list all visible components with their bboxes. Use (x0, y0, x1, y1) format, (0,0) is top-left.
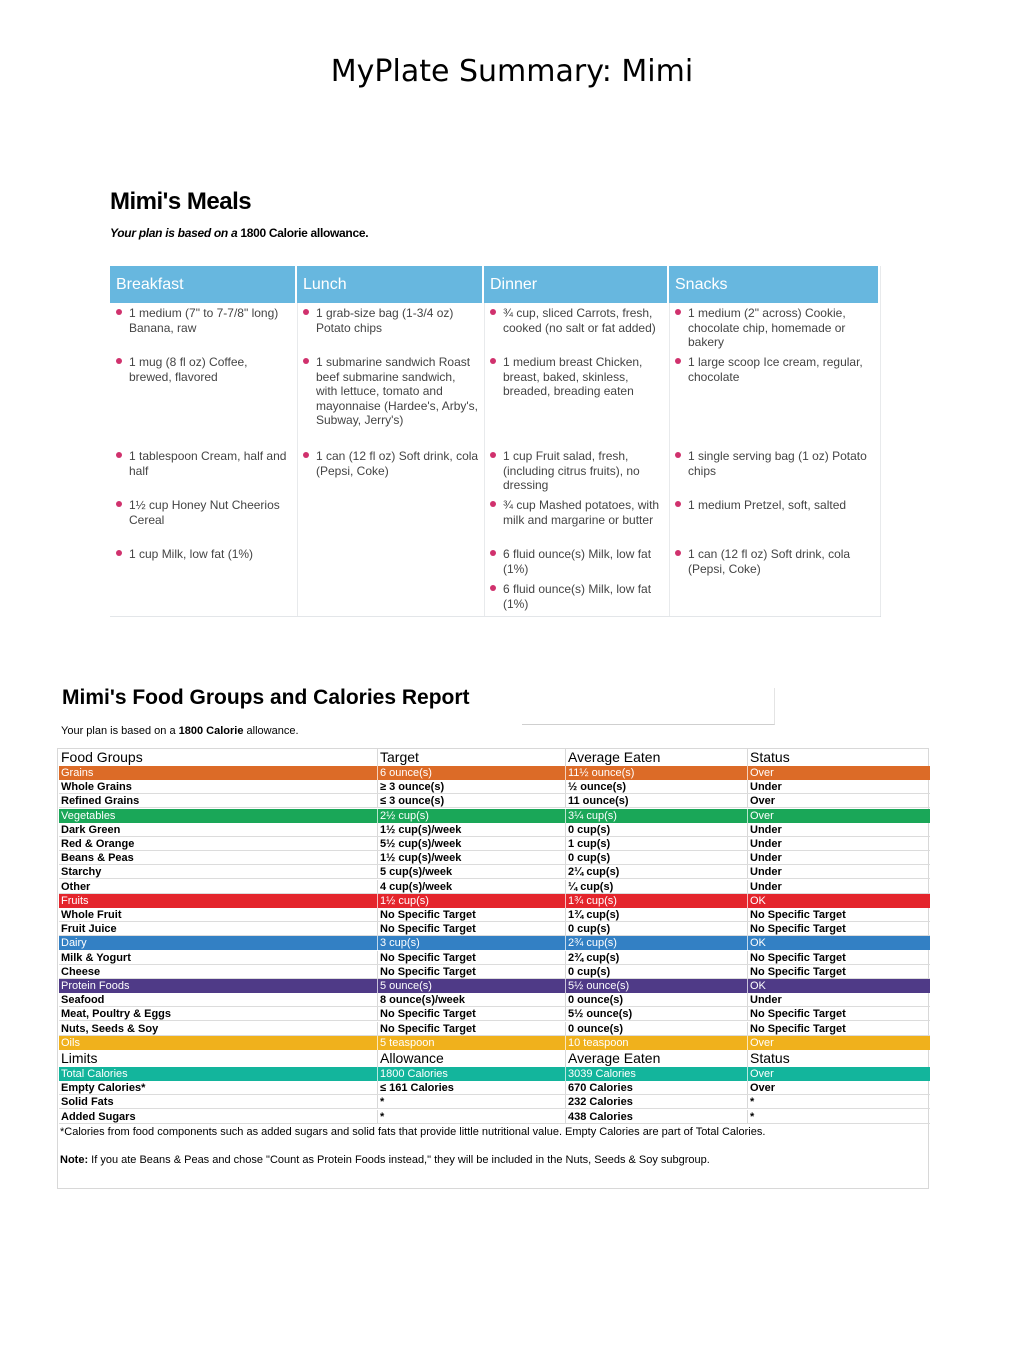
subgroup-row-cell: Whole Fruit (61, 909, 122, 921)
bullet-icon (490, 550, 496, 556)
limit-row-cell: Empty Calories* (61, 1082, 146, 1095)
subgroup-row (59, 951, 930, 965)
note-text: If you ate Beans & Peas and chose "Count as Protein Foods instead," they will be included in the Nuts, Seeds & Soy subgroup. (88, 1154, 710, 1166)
subgroup-row-cell: No Specific Target (377, 1022, 565, 1035)
meal-column-header: Breakfast (110, 266, 297, 303)
subgroup-row-cell: Cheese (61, 965, 101, 978)
meals-subtitle (110, 226, 368, 240)
subgroup-row-cell: 1 cup(s) (565, 837, 747, 850)
subgroup-row (59, 1022, 930, 1036)
limit-row-cell: * (377, 1095, 565, 1108)
limit-row-cell: * (747, 1095, 930, 1108)
subgroup-row-cell: Under (747, 837, 930, 850)
total-calories-row-cell: Over (747, 1067, 930, 1081)
meal-item-text: 1 mug (8 fl oz) Coffee, brewed, flavored (129, 355, 248, 384)
report-subtitle-suffix: allowance. (243, 725, 299, 737)
meal-item (669, 547, 880, 576)
subgroup-row-cell: 5½ ounce(s) (565, 1007, 747, 1020)
subgroup-row-cell: 4 cup(s)/week (377, 880, 565, 893)
meal-item-text: 1 medium (7" to 7-7/8" long) Banana, raw (129, 306, 279, 335)
subgroup-row-cell: 0 cup(s) (565, 823, 747, 836)
page-title: MyPlate Summary: Mimi (330, 54, 694, 89)
meal-item (110, 449, 297, 478)
food-group-row (59, 979, 930, 993)
food-group-row-cell: OK (747, 936, 930, 950)
subgroup-row-cell: 0 ounce(s) (565, 1022, 747, 1035)
report-title-box (522, 688, 775, 725)
bullet-icon (490, 585, 496, 591)
food-group-row (59, 766, 930, 780)
limit-row-cell: 670 Calories (565, 1081, 747, 1094)
meal-item (110, 547, 297, 562)
subgroup-row-cell: Dark Green (61, 823, 121, 836)
report-header-row (59, 749, 930, 766)
bullet-icon (303, 309, 309, 315)
meal-item-text: 1½ cup Honey Nut Cheerios Cereal (129, 498, 280, 527)
subgroup-row-cell: 5½ cup(s)/week (377, 837, 565, 850)
report-header-row-cell: Target (377, 749, 565, 766)
meals-subtitle-calories: 1800 Calorie (240, 226, 308, 240)
subgroup-row-cell: Nuts, Seeds & Soy (61, 1022, 159, 1035)
subgroup-row (59, 837, 930, 851)
subgroup-row-cell: No Specific Target (747, 1007, 930, 1020)
subgroup-row-cell: 5 cup(s)/week (377, 865, 565, 878)
meal-item (110, 498, 297, 527)
subgroup-row-cell: Under (747, 865, 930, 878)
food-group-row-cell: 2¾ cup(s) (565, 936, 747, 950)
subgroup-row-cell: 0 cup(s) (565, 922, 747, 935)
subgroup-row-cell: Red & Orange (61, 838, 135, 850)
subgroup-row (59, 922, 930, 936)
limit-row-cell: Solid Fats (61, 1096, 114, 1109)
subgroup-row-cell: No Specific Target (377, 1007, 565, 1020)
subgroup-row (59, 794, 930, 808)
meal-item (484, 582, 669, 611)
limit-row-cell: Added Sugars (61, 1110, 136, 1123)
total-calories-row-cell: Total Calories (61, 1068, 128, 1080)
report-header-row-cell: Food Groups (61, 749, 143, 765)
food-group-row-cell: 5 teaspoon (377, 1036, 565, 1050)
subgroup-row-cell: No Specific Target (747, 922, 930, 935)
total-calories-row-cell: 1800 Calories (377, 1067, 565, 1081)
subgroup-row-cell: No Specific Target (377, 908, 565, 921)
food-group-row-cell: OK (747, 979, 930, 993)
bullet-icon (116, 501, 122, 507)
meals-title: Mimi's Meals (110, 188, 252, 215)
meal-item-text: 6 fluid ounce(s) Milk, low fat (1%) (503, 582, 652, 611)
subgroup-row-cell: ≥ 3 ounce(s) (377, 780, 565, 793)
bullet-icon (116, 550, 122, 556)
limit-row-cell: * (377, 1110, 565, 1123)
meal-item (297, 449, 484, 478)
bullet-icon (675, 501, 681, 507)
subgroup-row-cell: Meat, Poultry & Eggs (61, 1008, 172, 1021)
bullet-icon (490, 309, 496, 315)
subgroup-row (59, 965, 930, 979)
food-group-row-cell: 5½ ounce(s) (565, 979, 747, 993)
food-group-row-cell: 5 ounce(s) (377, 979, 565, 993)
food-group-row-cell: Protein Foods (61, 980, 130, 992)
meal-item (484, 449, 669, 493)
subgroup-row-cell: No Specific Target (377, 951, 565, 964)
food-group-row-cell: 3¼ cup(s) (565, 809, 747, 823)
food-group-row-cell: Over (747, 1036, 930, 1050)
meal-item-text: 1 cup Milk, low fat (1%) (129, 547, 254, 561)
meal-item-text: 1 large scoop Ice cream, regular, chocolate (688, 355, 863, 384)
meal-item (110, 306, 297, 335)
bullet-icon (490, 358, 496, 364)
subgroup-row-cell: 1½ cup(s)/week (377, 851, 565, 864)
meal-item-text: 1 can (12 fl oz) Soft drink, cola (Pepsi, Coke) (688, 547, 851, 576)
subgroup-row (59, 880, 930, 894)
food-groups-report-table (57, 748, 929, 1189)
subgroup-row-cell: Under (747, 851, 930, 864)
limits-header-row-cell: Allowance (377, 1050, 565, 1067)
subgroup-row-cell: 1¾ cup(s) (565, 908, 747, 921)
meal-item-text: 1 submarine sandwich Roast beef submarine sandwich, with lettuce, tomato and mayonnaise (Hardee's, Arby's, Subway, Jerry's) (316, 355, 478, 428)
meal-column-dinner (484, 266, 670, 616)
subgroup-row-cell: No Specific Target (377, 922, 565, 935)
subgroup-row-cell: 2¼ cup(s) (565, 865, 747, 878)
subgroup-row-cell: ≤ 3 ounce(s) (377, 794, 565, 807)
meal-item-text: 1 cup Fruit salad, fresh, (including citrus fruits), no dressing (503, 449, 640, 493)
food-group-row-cell: OK (747, 894, 930, 908)
note (60, 1154, 710, 1166)
footnote: *Calories from food components such as added sugars and solid fats that provide little nutritional value. Empty Calories are part of Total Calories. (60, 1126, 766, 1138)
meal-item-text: ¾ cup Mashed potatoes, with milk and margarine or butter (503, 498, 660, 527)
meal-item (484, 306, 669, 335)
meal-item (669, 306, 880, 350)
food-group-row-cell: 11½ ounce(s) (565, 766, 747, 780)
limit-row (59, 1110, 930, 1124)
meal-column-header: Lunch (297, 266, 484, 303)
food-group-row (59, 936, 930, 950)
meal-item (484, 498, 669, 527)
meal-item-text: 1 medium breast Chicken, breast, baked, skinless, breaded, breading eaten (503, 355, 643, 399)
subgroup-row (59, 823, 930, 837)
bullet-icon (116, 309, 122, 315)
meal-column-header: Dinner (484, 266, 669, 303)
limits-header-row-cell: Status (747, 1050, 930, 1067)
limit-row (59, 1095, 930, 1109)
food-group-row-cell: 6 ounce(s) (377, 766, 565, 780)
meal-column-breakfast (110, 266, 298, 616)
food-group-row (59, 809, 930, 823)
meal-item-text: ¾ cup, sliced Carrots, fresh, cooked (no salt or fat added) (503, 306, 656, 335)
bullet-icon (116, 452, 122, 458)
subgroup-row (59, 851, 930, 865)
subgroup-row-cell: 1½ cup(s)/week (377, 823, 565, 836)
subgroup-row-cell: Fruit Juice (61, 923, 117, 936)
meal-item (669, 498, 880, 513)
limit-row-cell: * (747, 1110, 930, 1123)
report-header-row-cell: Status (747, 749, 930, 766)
limit-row-cell: 232 Calories (565, 1095, 747, 1108)
bullet-icon (490, 452, 496, 458)
bullet-icon (675, 309, 681, 315)
food-group-row (59, 894, 930, 908)
meals-subtitle-prefix: Your plan is based on a (110, 226, 241, 240)
limit-row (59, 1081, 930, 1095)
meal-item-text: 1 medium (2" across) Cookie, chocolate chip, homemade or bakery (688, 306, 846, 350)
meal-item-text: 1 tablespoon Cream, half and half (129, 449, 287, 478)
bullet-icon (490, 501, 496, 507)
subgroup-row (59, 908, 930, 922)
meal-item-text: 6 fluid ounce(s) Milk, low fat (1%) (503, 547, 652, 576)
food-group-row-cell: Grains (61, 767, 94, 779)
meal-column-snacks (669, 266, 881, 616)
subgroup-row-cell: Starchy (61, 866, 102, 879)
subgroup-row (59, 780, 930, 794)
subgroup-row-cell: Refined Grains (61, 795, 140, 808)
subgroup-row-cell: No Specific Target (747, 908, 930, 921)
food-group-row-cell: 10 teaspoon (565, 1036, 747, 1050)
subgroup-row-cell: No Specific Target (747, 951, 930, 964)
limit-row-cell: 438 Calories (565, 1110, 747, 1123)
food-group-row-cell: 2½ cup(s) (377, 809, 565, 823)
food-group-row-cell: Over (747, 809, 930, 823)
limits-header-row-cell: Average Eaten (565, 1050, 747, 1067)
subgroup-row-cell: No Specific Target (747, 1022, 930, 1035)
subgroup-row (59, 1007, 930, 1021)
meal-item-text: 1 single serving bag (1 oz) Potato chips (688, 449, 867, 478)
subgroup-row-cell: ¼ cup(s) (565, 880, 747, 893)
limit-row-cell: Over (747, 1081, 930, 1094)
food-group-row-cell: Vegetables (61, 809, 116, 822)
meal-item-text: 1 can (12 fl oz) Soft drink, cola (Pepsi, Coke) (316, 449, 479, 478)
food-group-row-cell: Dairy (61, 937, 87, 950)
total-calories-row (59, 1067, 930, 1081)
bullet-icon (303, 452, 309, 458)
subgroup-row-cell: 2¾ cup(s) (565, 951, 747, 964)
meal-item-text: 1 grab-size bag (1-3/4 oz) Potato chips (316, 306, 454, 335)
meal-item (297, 306, 484, 335)
meal-column-lunch (297, 266, 485, 616)
subgroup-row-cell: Under (747, 823, 930, 836)
food-group-row-cell: 1½ cup(s) (377, 894, 565, 908)
subgroup-row-cell: No Specific Target (747, 965, 930, 978)
subgroup-row-cell: 0 ounce(s) (565, 993, 747, 1006)
report-header-row-cell: Average Eaten (565, 749, 747, 766)
meal-item (484, 547, 669, 576)
total-calories-row-cell: 3039 Calories (565, 1067, 747, 1081)
subgroup-row-cell: Other (61, 880, 91, 893)
subgroup-row-cell: 11 ounce(s) (565, 794, 747, 807)
bullet-icon (303, 358, 309, 364)
subgroup-row-cell: Milk & Yogurt (61, 951, 131, 964)
subgroup-row-cell: Beans & Peas (61, 852, 134, 865)
subgroup-row (59, 993, 930, 1007)
subgroup-row-cell: ½ ounce(s) (565, 780, 747, 793)
meal-column-header: Snacks (669, 266, 880, 303)
meal-item-text: 1 medium Pretzel, soft, salted (688, 498, 847, 512)
bullet-icon (116, 358, 122, 364)
subgroup-row-cell: Under (747, 993, 930, 1006)
limits-header-row (59, 1050, 930, 1067)
bullet-icon (675, 550, 681, 556)
meal-item (669, 449, 880, 478)
subgroup-row-cell: Under (747, 780, 930, 793)
subgroup-row-cell: Under (747, 880, 930, 893)
bullet-icon (675, 358, 681, 364)
food-group-row (59, 1036, 930, 1050)
subgroup-row-cell: Whole Grains (61, 781, 132, 794)
bullet-icon (675, 452, 681, 458)
subgroup-row-cell: 0 cup(s) (565, 965, 747, 978)
subgroup-row-cell: No Specific Target (377, 965, 565, 978)
food-group-row-cell: 1¾ cup(s) (565, 894, 747, 908)
food-group-row-cell: Oils (61, 1036, 80, 1049)
meals-subtitle-suffix: allowance. (307, 226, 369, 240)
food-group-row-cell: Over (747, 766, 930, 780)
subgroup-row-cell: Over (747, 794, 930, 807)
meal-item (110, 355, 297, 384)
note-label: Note: (60, 1154, 89, 1166)
subgroup-row-cell: 8 ounce(s)/week (377, 993, 565, 1006)
subgroup-row-cell: Seafood (61, 994, 105, 1007)
food-group-row-cell: Fruits (61, 894, 89, 907)
meal-item (484, 355, 669, 399)
food-group-row-cell: 3 cup(s) (377, 936, 565, 950)
report-subtitle-calories: 1800 Calorie (178, 725, 244, 737)
meals-table (110, 266, 881, 617)
meal-item (297, 355, 484, 428)
report-subtitle (61, 725, 299, 737)
limits-header-row-cell: Limits (61, 1050, 98, 1066)
subgroup-row (59, 865, 930, 879)
report-subtitle-prefix: Your plan is based on a (61, 725, 179, 737)
report-title: Mimi's Food Groups and Calories Report (62, 686, 470, 709)
meal-item (669, 355, 880, 384)
limit-row-cell: ≤ 161 Calories (377, 1081, 565, 1094)
subgroup-row-cell: 0 cup(s) (565, 851, 747, 864)
